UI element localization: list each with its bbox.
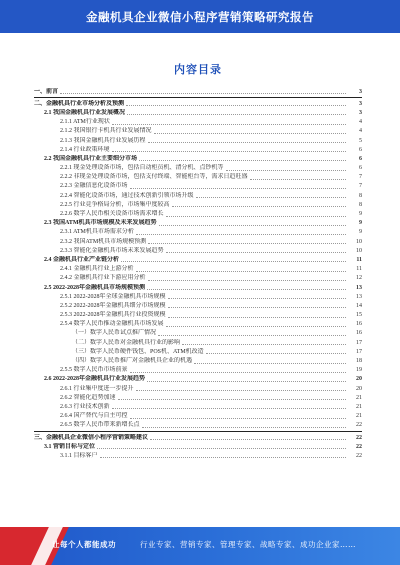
toc-entry-text: 2.2.2 非现金处理设备市场，包括支付终端、智能柜台等，需求日趋旺盛	[60, 174, 248, 181]
toc-page-number: 22	[356, 434, 362, 441]
toc-page-number: 22	[356, 443, 362, 450]
toc-entry-text: 2.2 我国金融机具行业主要细分市场	[44, 155, 138, 162]
toc-entry[interactable]	[34, 99, 362, 108]
toc-entry-text: 3.1.1 目标客户	[60, 452, 98, 459]
toc-entry-text: 2.4 金融机具行业产业链分析	[44, 256, 120, 263]
toc-page-number: 16	[356, 321, 362, 328]
toc-entry[interactable]	[34, 320, 362, 329]
toc-entry-text: 2.2.5 行业竞争格局分析，市场集中度较高	[60, 201, 170, 208]
toc-leader-dots	[121, 257, 346, 262]
toc-leader-dots	[148, 138, 346, 143]
toc-leader-dots	[194, 359, 346, 364]
toc-leader-dots	[158, 331, 346, 336]
toc-leader-dots	[118, 395, 346, 400]
toc-page-number: 21	[356, 403, 362, 410]
toc-entry-text: 2.1.4 行业政策环境	[60, 146, 110, 153]
toc-entry[interactable]	[34, 118, 362, 127]
toc-page-number: 13	[356, 293, 362, 300]
toc-entry-text: 2.1.3 我国金融机具行业发展历程	[60, 137, 146, 144]
toc-page-number: 17	[356, 339, 362, 346]
toc-page-number: 11	[356, 266, 362, 273]
toc-page-number: 13	[356, 284, 362, 291]
toc-page-number: 12	[356, 275, 362, 282]
toc-separator	[34, 431, 362, 432]
toc-entry[interactable]	[34, 108, 362, 117]
toc-leader-dots	[166, 212, 346, 217]
toc-leader-dots	[154, 129, 346, 134]
toc-leader-dots	[142, 423, 346, 428]
toc-leader-dots	[250, 175, 346, 180]
toc-page-number: 18	[356, 358, 362, 365]
toc-entry[interactable]	[34, 145, 362, 154]
toc-list	[34, 87, 362, 461]
toc-leader-dots	[136, 267, 346, 272]
toc-entry-text: 一、前言	[34, 88, 59, 95]
toc-leader-dots	[168, 303, 347, 308]
toc-page-number: 22	[356, 422, 362, 429]
toc-leader-dots	[147, 377, 346, 382]
toc-entry[interactable]	[34, 402, 362, 411]
toc-page-number: 10	[356, 238, 362, 245]
toc-leader-dots	[182, 340, 346, 345]
toc-entry-text: 2.1 我国金融机具行业发展概况	[44, 109, 126, 116]
toc-entry[interactable]	[34, 347, 362, 356]
toc-entry-text: 2.5.3 2022-2028年金融机具行业投资规模	[60, 312, 166, 319]
toc-entry-text: 2.6.1 行业集中度进一步提升	[60, 385, 134, 392]
toc-leader-dots	[166, 322, 346, 327]
toc-page-number: 8	[359, 192, 362, 199]
toc-leader-dots	[136, 386, 346, 391]
toc-entry[interactable]	[34, 442, 362, 451]
toc-page-number: 3	[359, 100, 362, 107]
toc-entry[interactable]	[34, 200, 362, 209]
toc-page-number: 11	[356, 256, 362, 263]
toc-page-number: 10	[356, 247, 362, 254]
toc-entry-text: 2.3.3 智能化金融机具市场未来发展趋势	[60, 247, 164, 254]
toc-leader-dots	[150, 435, 346, 440]
toc-leader-dots	[166, 248, 346, 253]
toc-page-number: 9	[359, 220, 362, 227]
toc-entry[interactable]	[34, 384, 362, 393]
toc-entry-text: 2.2.6 数字人民币相关设备市场需求增长	[60, 211, 164, 218]
toc-entry[interactable]	[34, 274, 362, 283]
toc-entry-text: 2.2.1 现金处理设备市场，包括自动柜员机、清分机、点钞机等	[60, 165, 224, 172]
toc-entry-text: 2.3.1 ATM机具市场需求分析	[60, 229, 134, 236]
toc-entry[interactable]	[34, 219, 362, 228]
toc-entry-text: 2.5.4 数字人民币推动金融机具市场发展	[60, 321, 164, 328]
toc-entry-text: 2.5.2 2022-2028年金融机具细分市场规模	[60, 302, 166, 309]
toc-entry[interactable]	[34, 182, 362, 191]
toc-page-number: 3	[359, 88, 362, 95]
toc-entry-text: 3.1 营销目标与定位	[44, 443, 96, 450]
toc-entry-text: （三）数字人民币硬件钱包、POS机、ATM机改造	[72, 348, 204, 355]
toc-entry[interactable]	[34, 87, 362, 96]
toc-page-number: 6	[359, 155, 362, 162]
toc-entry-text: 2.6 2022-2028年金融机具行业发展趋势	[44, 376, 145, 383]
toc-page-number: 15	[356, 312, 362, 319]
toc-entry-text: 2.1.2 我国银行卡机具行业发展情况	[60, 128, 152, 135]
toc-leader-dots	[127, 110, 346, 115]
toc-page-number: 4	[359, 128, 362, 135]
toc-entry[interactable]	[34, 366, 362, 375]
toc-entry[interactable]	[34, 127, 362, 136]
toc-page-number: 21	[356, 394, 362, 401]
toc-entry[interactable]	[34, 311, 362, 320]
toc-entry[interactable]	[34, 421, 362, 430]
toc-entry[interactable]	[34, 393, 362, 402]
toc-entry[interactable]	[34, 191, 362, 200]
toc-page-number: 5	[359, 137, 362, 144]
toc-entry[interactable]	[34, 338, 362, 347]
toc-entry-text: 2.5.5 数字人民币市场前景	[60, 367, 128, 374]
toc-page-number: 19	[356, 367, 362, 374]
toc-leader-dots	[112, 147, 346, 152]
toc-entry[interactable]	[34, 451, 362, 460]
toc-entry[interactable]	[34, 292, 362, 301]
toc-leader-dots	[130, 184, 346, 189]
toc-page-number: 3	[359, 109, 362, 116]
toc-page-number: 6	[359, 165, 362, 172]
toc-entry[interactable]	[34, 329, 362, 338]
toc-entry-text: 2.6.2 智能化趋势加速	[60, 394, 116, 401]
toc-page-number: 4	[359, 119, 362, 126]
toc-leader-dots	[206, 349, 346, 354]
toc-page-number: 14	[356, 302, 362, 309]
toc-entry-text: （一）数字人民币试点推广情况	[72, 330, 157, 337]
toc-page-number: 22	[356, 452, 362, 459]
toc-leader-dots	[130, 368, 346, 373]
toc-page-number: 8	[359, 201, 362, 208]
toc-leader-dots	[136, 230, 346, 235]
toc-leader-dots	[112, 120, 346, 125]
toc-entry-text: 三、金融机具企业微信小程序营销策略建议	[34, 434, 149, 441]
toc-page-number: 7	[359, 174, 362, 181]
report-title: 金融机具企业微信小程序营销策略研究报告	[86, 9, 314, 24]
toc-entry[interactable]	[34, 283, 362, 292]
toc-page-number: 16	[356, 330, 362, 337]
toc-leader-dots	[148, 239, 346, 244]
toc-entry[interactable]	[34, 209, 362, 218]
toc-entry[interactable]	[34, 237, 362, 246]
toc-leader-dots	[148, 276, 346, 281]
toc-leader-dots	[159, 221, 346, 226]
toc-entry-text: 2.4.1 金融机具行业上游分析	[60, 266, 134, 273]
toc-page-number: 6	[359, 146, 362, 153]
toc-entry-text: 2.5.1 2022-2028年全球金融机具市场规模	[60, 293, 166, 300]
toc-entry-text: 二、金融机具行业市场分析及预测	[34, 100, 125, 107]
toc-entry-text: 2.4.2 金融机具行业下游应用分析	[60, 275, 146, 282]
toc-entry-text: （二）数字人民币对金融机具行业的影响	[72, 339, 181, 346]
toc-heading: 内容目录	[174, 63, 222, 76]
toc-entry[interactable]	[34, 255, 362, 264]
toc-separator	[34, 97, 362, 98]
toc-page-number: 9	[359, 229, 362, 236]
toc-entry-text: 2.3 我国ATM机具市场规模及未来发展趋势	[44, 220, 157, 227]
toc-leader-dots	[168, 313, 347, 318]
toc-leader-dots	[172, 202, 346, 207]
toc-entry-text: 2.2.3 金融信息化设备市场	[60, 183, 128, 190]
toc-leader-dots	[112, 404, 346, 409]
toc-entry-text: 2.1.1 ATM行业现状	[60, 119, 110, 126]
toc-entry-text: 2.6.4 国产替代与自主可控	[60, 413, 128, 420]
toc-page-number: 20	[356, 376, 362, 383]
toc-entry-text: 2.5 2022-2028年金融机具市场规模预测	[44, 284, 145, 291]
toc-leader-dots	[100, 453, 346, 458]
toc-entry-text: （四）数字人民币推广对金融机具企业的机遇	[72, 358, 193, 365]
toc-entry[interactable]	[34, 412, 362, 421]
toc-entry[interactable]	[34, 301, 362, 310]
toc-page-number: 21	[356, 413, 362, 420]
toc-leader-dots	[126, 101, 346, 106]
toc-entry[interactable]	[34, 356, 362, 365]
toc-leader-dots	[139, 156, 346, 161]
toc-entry[interactable]	[34, 154, 362, 163]
document-page	[34, 48, 362, 510]
toc-entry[interactable]	[34, 164, 362, 173]
footer-slogan: 让每个人都能成功	[52, 540, 116, 549]
toc-leader-dots	[60, 89, 346, 94]
toc-entry[interactable]	[34, 265, 362, 274]
toc-entry[interactable]	[34, 433, 362, 442]
footer-expert-list: 行业专家、营销专家、管理专家、战略专家、成功企业家……	[140, 540, 356, 549]
toc-leader-dots	[97, 444, 346, 449]
toc-entry[interactable]	[34, 228, 362, 237]
toc-page-number: 20	[356, 385, 362, 392]
toc-entry-text: 2.3.2 我国ATM机具市场规模预测	[60, 238, 147, 245]
toc-leader-dots	[147, 285, 346, 290]
toc-leader-dots	[130, 414, 346, 419]
toc-entry[interactable]	[34, 246, 362, 255]
toc-entry-text: 2.6.3 行业技术创新	[60, 403, 110, 410]
toc-leader-dots	[196, 193, 346, 198]
toc-leader-dots	[226, 166, 346, 171]
toc-leader-dots	[168, 294, 347, 299]
toc-page-number: 17	[356, 348, 362, 355]
toc-entry-text: 2.2.4 智能化设备市场，通过技术创新引领市场升级	[60, 192, 194, 199]
toc-page-number: 7	[359, 183, 362, 190]
toc-page-number: 9	[359, 211, 362, 218]
toc-entry-text: 2.6.5 数字人民币带来新增长点	[60, 422, 140, 429]
toc-entry[interactable]	[34, 136, 362, 145]
toc-entry[interactable]	[34, 173, 362, 182]
toc-entry[interactable]	[34, 375, 362, 384]
